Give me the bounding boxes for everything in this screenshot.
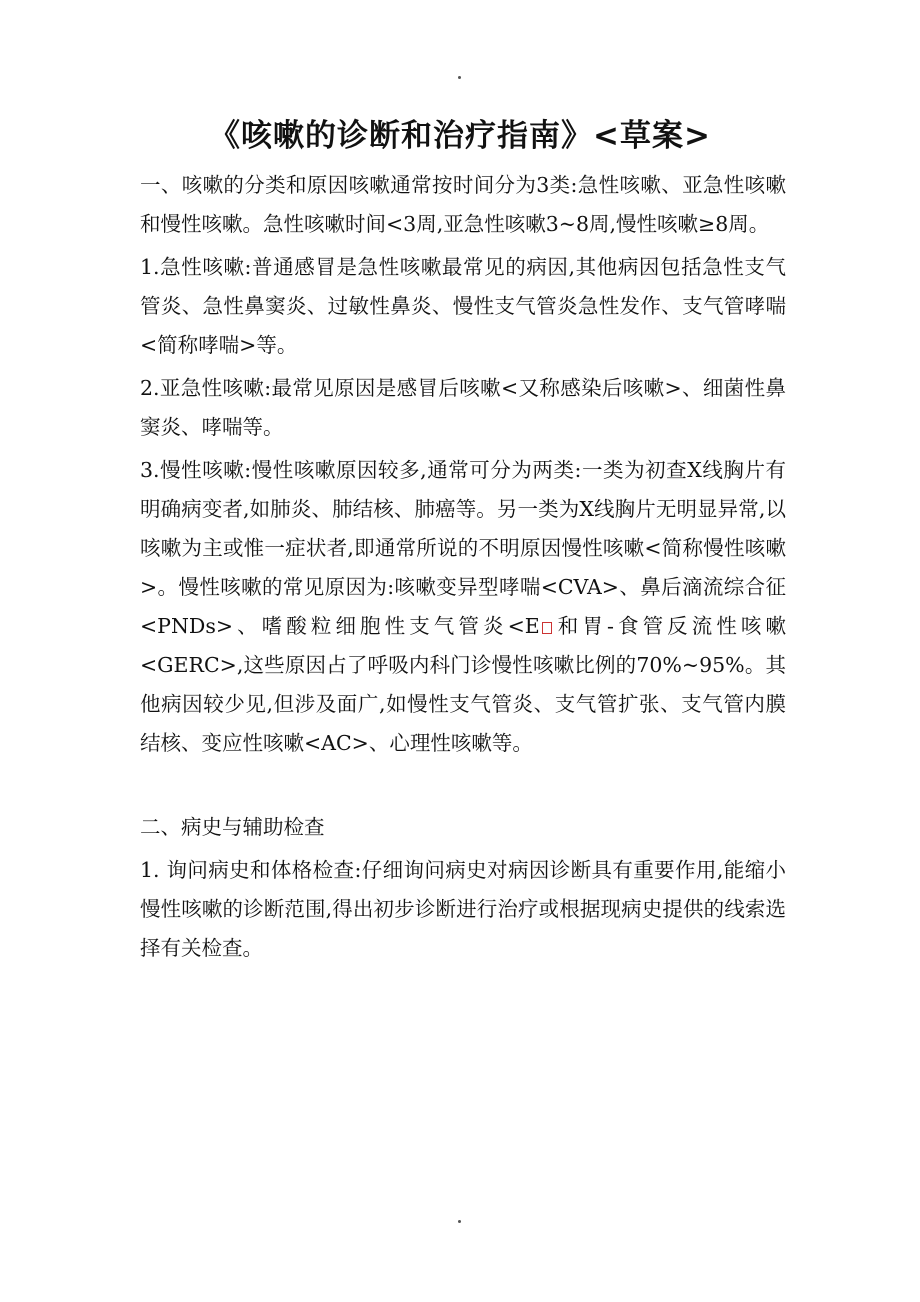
paragraph-acute-cough: 1.急性咳嗽:普通感冒是急性咳嗽最常见的病因,其他病因包括急性支气管炎、急性鼻窦炎、过敏性鼻炎、慢性支气管炎急性发作、支气管哮喘<简称哮喘>等。 [140, 255, 786, 357]
document-title: 《咳嗽的诊断和治疗指南》<草案> [209, 118, 711, 154]
paragraph-subacute-cough: 2.亚急性咳嗽:最常见原因是感冒后咳嗽<又称感染后咳嗽>、细菌性鼻窦炎、哮喘等。 [140, 376, 786, 439]
section-heading-history: 二、病史与辅助检查 [140, 815, 325, 839]
paragraph-history-exam: 1. 询问病史和体格检查:仔细询问病史对病因诊断具有重要作用,能缩小慢性咳嗽的诊断范围,得出初步诊断进行治疗或根据现病史提供的线索选择有关检查。 [140, 858, 786, 960]
document-body [140, 166, 786, 972]
page-marker-top [458, 76, 461, 79]
paragraph-chronic-cough [140, 451, 786, 763]
missing-glyph-icon [542, 622, 552, 634]
paragraph-chronic-cough-part2: 和胃-食管反流性咳嗽<GERC>,这些原因占了呼吸内科门诊慢性咳嗽比例的70%~95%。其他病因较少见,但涉及面广,如慢性支气管炎、支气管扩张、支气管内膜结核、变应性咳嗽<AC>、心理性咳嗽等。 [140, 614, 786, 755]
paragraph-classification: 一、咳嗽的分类和原因咳嗽通常按时间分为3类:急性咳嗽、亚急性咳嗽和慢性咳嗽。急性咳嗽时间<3周,亚急性咳嗽3~8周,慢性咳嗽≥8周。 [140, 173, 786, 236]
page-marker-bottom [458, 1220, 461, 1223]
paragraph-chronic-cough-part1: 3.慢性咳嗽:慢性咳嗽原因较多,通常可分为两类:一类为初查X线胸片有明确病变者,如肺炎、肺结核、肺癌等。另一类为X线胸片无明显异常,以咳嗽为主或惟一症状者,即通常所说的不明原因慢性咳嗽<简称慢性咳嗽>。慢性咳嗽的常见原因为:咳嗽变异型哮喘<CVA>、鼻后滴流综合征<PNDs>、嗜酸粒细胞性支气管炎<E [140, 458, 786, 638]
